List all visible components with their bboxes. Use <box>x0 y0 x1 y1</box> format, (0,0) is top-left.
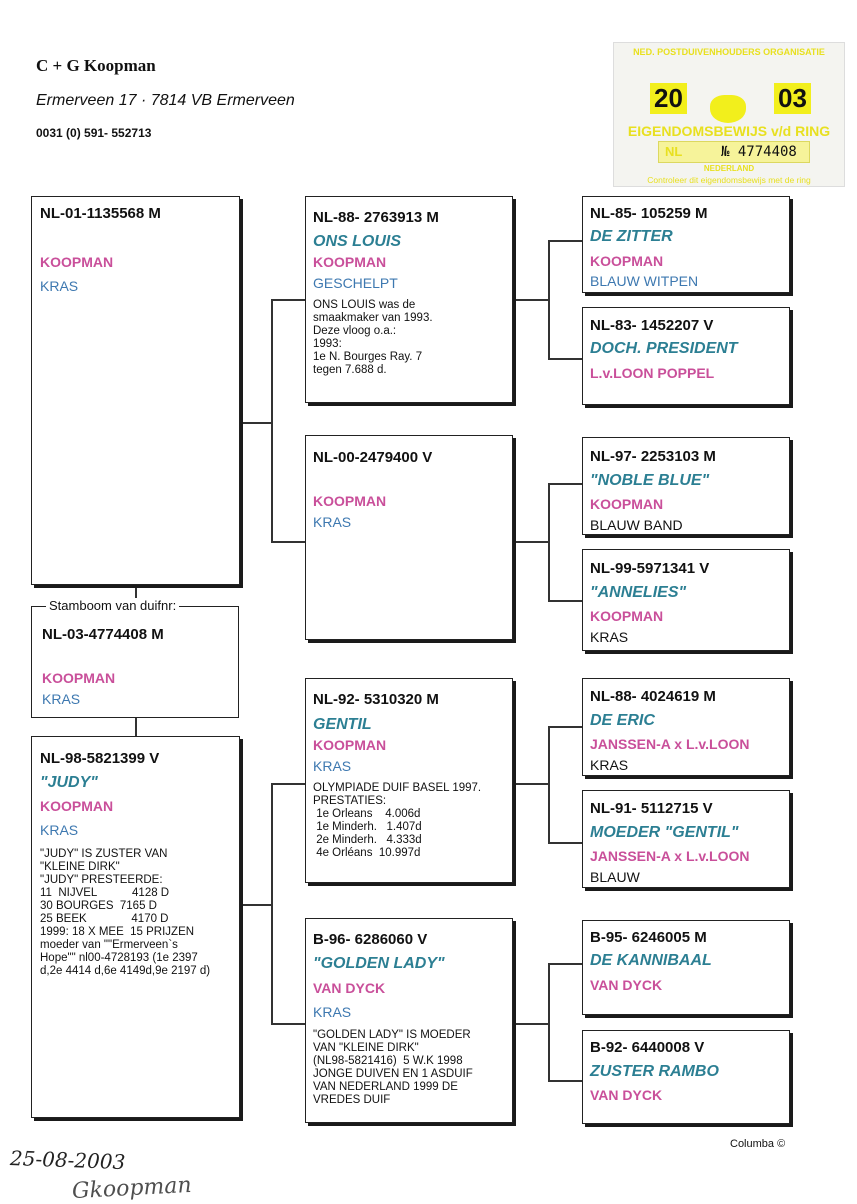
dds-name: DE KANNIBAAL <box>590 952 712 969</box>
ssd-breeder: L.v.LOON POPPEL <box>590 365 715 381</box>
dsd-ring: NL-91- 5112715 V <box>590 800 713 817</box>
ss-note: ONS LOUIS was de smaakmaker van 1993. Deze vloog o.a.: 1993: 1e N. Bourges Ray. 7 tegen 7.688 d. <box>313 299 433 376</box>
sds-breeder: KOOPMAN <box>590 496 664 512</box>
connector-sd <box>271 541 305 543</box>
ssd-name: DOCH. PRESIDENT <box>590 340 738 357</box>
dds-breeder: VAN DYCK <box>590 977 663 993</box>
stamp-year-left: 20 <box>650 83 687 114</box>
ss-ring: NL-88- 2763913 M <box>313 209 439 226</box>
ds-name: GENTIL <box>313 716 372 733</box>
sss-ring: NL-85- 105259 M <box>590 205 708 222</box>
connector-ss-parents <box>513 299 549 301</box>
ss-breeder: KOOPMAN <box>313 254 387 270</box>
ds-note: OLYMPIADE DUIF BASEL 1997. PRESTATIES: 1e Orleans 4.006d 1e Minderh. 1.407d 2e Minderh. 4.333d 4e Orléans 10.997d <box>313 782 482 859</box>
sdd-breeder: KOOPMAN <box>590 608 664 624</box>
dd-name: "GOLDEN LADY" <box>313 955 445 972</box>
dam-name: "JUDY" <box>40 774 98 791</box>
connector-sdd <box>548 600 582 602</box>
stamp-ring-row <box>658 141 810 163</box>
dss-breeder: JANSSEN-A x L.v.LOON <box>590 736 750 752</box>
dsd-breeder: JANSSEN-A x L.v.LOON <box>590 848 750 864</box>
connector-dsd <box>548 842 582 844</box>
sds-name: "NOBLE BLUE" <box>590 472 710 489</box>
ds-color: KRAS <box>313 758 352 774</box>
dsd-name: MOEDER "GENTIL" <box>590 824 739 841</box>
connector-ss-parents-vertical <box>548 240 550 359</box>
stamp-organisation: NED. POSTDUIVENHOUDERS ORGANISATIE <box>633 47 825 57</box>
sd-breeder: KOOPMAN <box>313 493 387 509</box>
connector-dds <box>548 963 582 965</box>
breeder-phone: 0031 (0) 591- 552713 <box>36 126 152 140</box>
sdd-name: "ANNELIES" <box>590 584 687 601</box>
sss-name: DE ZITTER <box>590 228 673 245</box>
sire-sire-card[interactable] <box>305 196 513 403</box>
sire-card[interactable] <box>31 196 240 585</box>
dss-name: DE ERIC <box>590 712 655 729</box>
stamp-country-name: NEDERLAND <box>703 164 755 173</box>
connector-sd-parents-vertical <box>548 483 550 601</box>
sds-color: BLAUW BAND <box>590 517 683 533</box>
dd-breeder: VAN DYCK <box>313 980 386 996</box>
ddd-breeder: VAN DYCK <box>590 1087 663 1103</box>
sd-ring: NL-00-2479400 V <box>313 449 433 466</box>
sdd-color: KRAS <box>590 629 629 645</box>
stamp-year-right: 03 <box>774 83 811 114</box>
dam-color: KRAS <box>40 822 79 838</box>
sss-card[interactable] <box>582 196 790 293</box>
stamp-ring-number: № 4774408 <box>721 144 797 160</box>
dam-ring: NL-98-5821399 V <box>40 750 160 767</box>
subject-card[interactable] <box>31 606 239 718</box>
connector-ddd <box>548 1080 582 1082</box>
sd-color: KRAS <box>313 514 352 530</box>
connector-ds-parents <box>513 783 549 785</box>
ss-color: GESCHELPT <box>313 275 398 291</box>
sdd-card[interactable] <box>582 549 790 651</box>
dds-ring: B-95- 6246005 M <box>590 929 707 946</box>
handwritten-date: 25-08-2003 <box>9 1145 126 1175</box>
sire-color: KRAS <box>40 278 79 294</box>
stamp-certificate-title: EIGENDOMSBEWIJS v/d RING <box>627 123 831 139</box>
dam-note: "JUDY" IS ZUSTER VAN "KLEINE DIRK" "JUDY" PRESTEERDE: 11 NIJVEL 4128 D 30 BOURGES 7165 D 25 BEEK 4170 D 1999: 18 X MEE 15 PRIJZEN moeder van ""Ermerveen`s Hope"" nl00-4728193 (1e 2397 d,2e 4414 d,6e 4149d,9e 2197 d) <box>40 848 211 977</box>
lion-crest-icon <box>710 95 746 123</box>
dss-card[interactable] <box>582 678 790 776</box>
dss-ring: NL-88- 4024619 M <box>590 688 716 705</box>
connector-dd-parents <box>513 1023 549 1025</box>
ownership-certificate-stamp <box>613 42 845 187</box>
ddd-ring: B-92- 6440008 V <box>590 1039 705 1056</box>
subject-color: KRAS <box>42 691 81 707</box>
connector-dd-parents-vertical <box>548 963 550 1081</box>
connector-ss <box>271 299 305 301</box>
connector-dss <box>548 726 582 728</box>
connector-sss <box>548 240 582 242</box>
stamp-country: NL <box>665 144 683 159</box>
connector-sire-parents <box>240 422 272 424</box>
subject-ring: NL-03-4774408 M <box>42 626 164 643</box>
sire-ring: NL-01-1135568 M <box>40 205 161 222</box>
ssd-card[interactable] <box>582 307 790 405</box>
dd-ring: B-96- 6286060 V <box>313 931 428 948</box>
sire-dam-card[interactable] <box>305 435 513 640</box>
dam-dam-card[interactable] <box>305 918 513 1123</box>
connector-ds <box>271 783 305 785</box>
dam-sire-card[interactable] <box>305 678 513 883</box>
stamp-control-note: Controleer dit eigendomsbewijs met de ring <box>647 175 811 185</box>
dd-color: KRAS <box>313 1004 352 1020</box>
dam-breeder: KOOPMAN <box>40 798 114 814</box>
connector-sd-parents <box>513 541 549 543</box>
copyright-label: Columba © <box>730 1138 786 1150</box>
sss-color: BLAUW WITPEN <box>590 273 699 289</box>
ds-breeder: KOOPMAN <box>313 737 387 753</box>
connector-ssd <box>548 358 582 360</box>
breeder-title: C + G Koopman <box>36 56 156 75</box>
pedigree-label: Stamboom van duifnr: <box>46 598 179 613</box>
connector-ds-parents-vertical <box>548 726 550 843</box>
handwritten-signature: Gkoopman <box>71 1172 193 1204</box>
dd-note: "GOLDEN LADY" IS MOEDER VAN "KLEINE DIRK" (NL98-5821416) 5 W.K 1998 JONGE DUIVEN EN 1 ASDUIF VAN NEDERLAND 1999 DE VREDES DUIF <box>313 1029 473 1106</box>
connector-dam-parents-vertical <box>271 783 273 1023</box>
dsd-card[interactable] <box>582 790 790 888</box>
sds-card[interactable] <box>582 437 790 535</box>
connector-sds <box>548 483 582 485</box>
breeder-address: Ermerveen 17 · 7814 VB Ermerveen <box>36 92 295 109</box>
ss-name: ONS LOUIS <box>313 233 402 250</box>
sds-ring: NL-97- 2253103 M <box>590 448 716 465</box>
ddd-card[interactable] <box>582 1030 790 1124</box>
ds-ring: NL-92- 5310320 M <box>313 691 439 708</box>
connector-dam-parents <box>240 904 272 906</box>
dds-card[interactable] <box>582 920 790 1015</box>
connector-dam <box>135 718 137 736</box>
dam-card[interactable] <box>31 736 240 1118</box>
ssd-ring: NL-83- 1452207 V <box>590 317 714 334</box>
sdd-ring: NL-99-5971341 V <box>590 560 710 577</box>
dsd-color: BLAUW <box>590 869 640 885</box>
sss-breeder: KOOPMAN <box>590 253 664 269</box>
dss-color: KRAS <box>590 757 629 773</box>
subject-breeder: KOOPMAN <box>42 670 116 686</box>
sire-breeder: KOOPMAN <box>40 254 114 270</box>
connector-dd <box>271 1023 305 1025</box>
connector-sire-parents-vertical <box>271 299 273 541</box>
ddd-name: ZUSTER RAMBO <box>590 1063 719 1080</box>
